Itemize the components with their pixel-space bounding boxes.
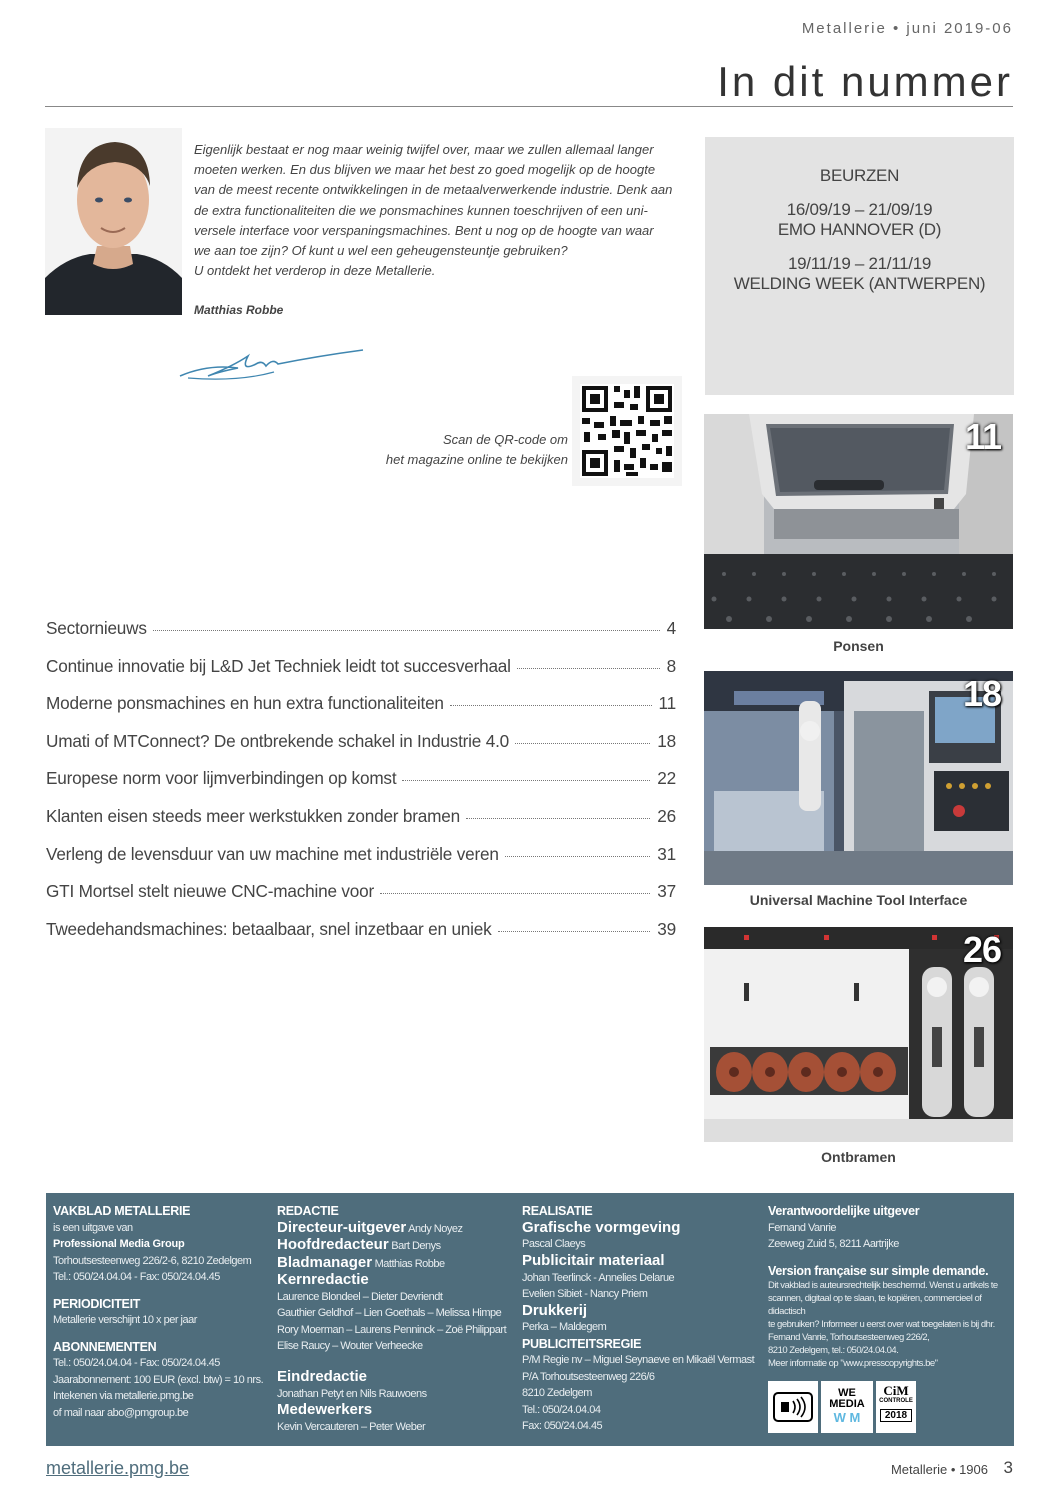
toc-entry[interactable] bbox=[46, 919, 676, 957]
toc-entry-page: 4 bbox=[666, 618, 676, 638]
toc-entry[interactable] bbox=[46, 806, 676, 844]
colophon-line: Fernand Vanrie bbox=[768, 1221, 837, 1234]
colophon-line: Evelien Sibiet - Nancy Priem bbox=[522, 1288, 648, 1301]
editorial-line: van de meest recente ontwikkelingen in de metaalverwerkende industrie. Denk aan bbox=[194, 182, 673, 198]
fairs-title: BEURZEN bbox=[819, 166, 900, 185]
colophon-line: scannen, digitaal op te slaan, te kopiëren, commercieel of didactisch bbox=[768, 1293, 982, 1317]
role-name: Matthias Robbe bbox=[374, 1257, 445, 1270]
cim-logo bbox=[876, 1381, 916, 1433]
toc-entry-title: Verleng de levensduur van uw machine met industriële veren bbox=[46, 843, 499, 864]
colophon-heading: Verantwoordelijke uitgever bbox=[768, 1204, 920, 1218]
logo-mark: W M bbox=[833, 1410, 861, 1425]
role-name: Andy Noyez bbox=[408, 1222, 463, 1235]
colophon-line: Laurence Blondeel – Dieter Devriendt bbox=[277, 1290, 443, 1303]
editorial-line: U ontdekt het verderop in deze Metallerie. bbox=[194, 263, 436, 279]
role-name: Bart Denys bbox=[391, 1240, 441, 1252]
colophon-line: Zeeweg Zuid 5, 8211 Aartrijke bbox=[768, 1238, 899, 1250]
role-label: Medewerkers bbox=[277, 1401, 373, 1419]
colophon-editorial bbox=[277, 1203, 517, 1435]
editorial-line: Eigenlijk bestaat er nog maar weinig twijfel over, maar we zullen allemaal langer bbox=[194, 142, 654, 157]
role-label: Kernredactie bbox=[277, 1271, 369, 1288]
signature-graphic bbox=[178, 342, 368, 387]
editor-portrait bbox=[45, 128, 182, 315]
toc-entry[interactable] bbox=[46, 618, 676, 656]
table-of-contents bbox=[46, 618, 676, 956]
colophon-line: 8210 Zedelgem bbox=[522, 1387, 592, 1400]
toc-leader bbox=[498, 931, 651, 932]
colophon-heading: REDACTIE bbox=[277, 1204, 339, 1218]
editorial-line: moeten werken. En dus blijven we maar het best zo goed mogelijk op de hoogte bbox=[194, 162, 656, 178]
editorial-line: we aan toe zijn? Of kunt u wel een geheugensteuntje gebruiken? bbox=[194, 243, 568, 259]
feature-image-ponsen[interactable] bbox=[704, 414, 1013, 629]
colophon-line: P/A Torhoutsesteenweg 226/6 bbox=[522, 1370, 655, 1383]
colophon-heading: PERIODICITEIT bbox=[53, 1296, 141, 1311]
toc-entry-title: Sectornieuws bbox=[46, 618, 147, 638]
role-label: Drukkerij bbox=[522, 1301, 588, 1319]
toc-entry-title: Continue innovatie bij L&D Jet Techniek leidt tot succesverhaal bbox=[46, 655, 511, 676]
colophon-line: 8210 Zedelgem, tel.: 050/24.04.04. bbox=[768, 1345, 899, 1356]
presscopyrights-logo bbox=[768, 1381, 818, 1433]
toc-entry-title: GTI Mortsel stelt nieuwe CNC-machine voor bbox=[46, 881, 375, 902]
editorial-line: versele interface voor verspaningsmachines. Bent u nog op de hoogte van waar bbox=[194, 222, 654, 238]
toc-entry-title: Europese norm voor lijmverbindingen op komst bbox=[46, 768, 397, 789]
role-label: Bladmanager bbox=[277, 1253, 373, 1271]
logo-text: CiM bbox=[883, 1383, 909, 1398]
toc-entry-page: 8 bbox=[666, 655, 676, 676]
feature-image-umati[interactable] bbox=[704, 671, 1013, 885]
toc-leader bbox=[517, 668, 660, 669]
colophon-line: Perka – Maldegem bbox=[522, 1321, 607, 1334]
toc-leader bbox=[380, 893, 650, 894]
role-label: Hoofdredacteur bbox=[277, 1236, 389, 1253]
toc-leader bbox=[450, 705, 652, 706]
toc-entry-page: 39 bbox=[657, 918, 676, 939]
editorial-text bbox=[194, 140, 689, 281]
footer-issue: Metallerie • 1906 bbox=[890, 1462, 988, 1477]
issue-meta: Metallerie • juni 2019-06 bbox=[801, 20, 1013, 37]
feature-page-number: 11 bbox=[964, 416, 1001, 457]
logo-text: 2018 bbox=[880, 1409, 912, 1422]
toc-entry-page: 18 bbox=[657, 730, 676, 751]
toc-entry-title: Klanten eisen steeds meer werkstukken zonder bramen bbox=[46, 805, 460, 826]
toc-entry-page: 37 bbox=[657, 881, 676, 902]
colophon-line: Fernand Vanrie, Torhoutsesteenweg 226/2, bbox=[768, 1332, 930, 1343]
role-label: Grafische vormgeving bbox=[522, 1218, 681, 1236]
fair-name: WELDING WEEK (ANTWERPEN) bbox=[733, 274, 986, 293]
toc-entry[interactable] bbox=[46, 693, 676, 731]
certification-logos bbox=[768, 1381, 926, 1433]
colophon-responsible bbox=[768, 1203, 1013, 1370]
feature-page-number: 18 bbox=[962, 673, 1001, 714]
toc-entry[interactable] bbox=[46, 844, 676, 882]
fair-dates: 19/11/19 – 21/11/19 bbox=[787, 254, 932, 273]
toc-entry[interactable] bbox=[46, 881, 676, 919]
toc-entry-title: Moderne ponsmachines en hun extra functionaliteiten bbox=[46, 693, 444, 714]
logo-text: WE bbox=[838, 1387, 856, 1399]
logo-text: CONTROLE bbox=[879, 1398, 913, 1404]
we-media-logo bbox=[821, 1381, 873, 1433]
toc-leader bbox=[402, 780, 650, 781]
toc-leader bbox=[466, 818, 650, 819]
fair-dates: 16/09/19 – 21/09/19 bbox=[786, 200, 933, 219]
colophon-heading: REALISATIE bbox=[522, 1204, 593, 1218]
feature-caption: Universal Machine Tool Interface bbox=[749, 892, 968, 908]
colophon-heading: ABONNEMENTEN bbox=[53, 1339, 157, 1354]
colophon-line: Meer informatie op "www.presscopyrights.be" bbox=[768, 1358, 938, 1369]
colophon-line: Intekenen via metallerie.pmg.be bbox=[53, 1390, 194, 1402]
toc-entry[interactable] bbox=[46, 731, 676, 769]
toc-entry-page: 31 bbox=[657, 843, 676, 864]
title-divider bbox=[45, 106, 1013, 107]
colophon-line: Rory Moerman – Laurens Penninck – Zoë Philippart bbox=[277, 1323, 507, 1336]
colophon-line: Johan Teerlinck - Annelies Delarue bbox=[522, 1271, 675, 1284]
toc-entry-title: Umati of MTConnect? De ontbrekende schakel in Industrie 4.0 bbox=[46, 730, 510, 751]
role-label: Directeur-uitgever bbox=[277, 1218, 407, 1236]
toc-entry-title: Tweedehandsmachines: betaalbaar, snel inzetbaar en uniek bbox=[46, 918, 492, 939]
colophon-production bbox=[522, 1203, 762, 1435]
colophon-line: Fax: 050/24.04.45 bbox=[522, 1420, 603, 1433]
toc-entry-page: 11 bbox=[658, 693, 676, 714]
colophon-line: Gauthier Geldhof – Lien Goethals – Melissa Himpe bbox=[277, 1307, 502, 1320]
qr-code[interactable] bbox=[572, 376, 682, 486]
qr-caption-line: Scan de QR-code om bbox=[442, 432, 568, 447]
colophon-line bbox=[277, 1255, 517, 1273]
editorial-author: Matthias Robbe bbox=[194, 303, 284, 317]
colophon-line: Torhoutsesteenweg 226/2-6, 8210 Zedelgem bbox=[53, 1254, 252, 1267]
role-label: Publicitair materiaal bbox=[522, 1251, 665, 1269]
feature-image-ontbramen[interactable] bbox=[704, 927, 1013, 1142]
copyright-scan-icon bbox=[768, 1381, 818, 1433]
colophon-line: Professional Media Group bbox=[53, 1238, 185, 1250]
colophon-heading: PUBLICITEITSREGIE bbox=[522, 1336, 642, 1351]
qr-caption bbox=[300, 430, 568, 470]
colophon-publisher bbox=[53, 1203, 273, 1421]
colophon-line: Jaarabonnement: 100 EUR (excl. btw) = 10 nrs. bbox=[53, 1373, 264, 1386]
colophon-line: Tel.: 050/24.04.04 bbox=[522, 1403, 601, 1416]
colophon-line: te gebruiken? Informeer u eerst over wat toegelaten is bij dhr. bbox=[768, 1319, 995, 1330]
logo-text: MEDIA bbox=[829, 1398, 865, 1410]
role-label: Eindredactie bbox=[277, 1367, 368, 1385]
colophon-line: Dit vakblad is auteursrechtelijk beschermd. Wenst u artikels te bbox=[768, 1280, 998, 1291]
colophon-line: Tel.: 050/24.04.04 - Fax: 050/24.04.45 bbox=[53, 1357, 220, 1369]
toc-leader bbox=[515, 743, 650, 744]
toc-leader bbox=[505, 856, 651, 857]
colophon bbox=[46, 1193, 1014, 1446]
colophon-line: Jonathan Petyt en Nils Rauwoens bbox=[277, 1387, 427, 1400]
colophon-line: Elise Raucy – Wouter Verheecke bbox=[277, 1340, 423, 1353]
page-title: In dit nummer bbox=[717, 58, 1013, 105]
colophon-line bbox=[277, 1237, 517, 1255]
colophon-line: Tel.: 050/24.04.04 - Fax: 050/24.04.45 bbox=[53, 1271, 220, 1283]
feature-caption: Ontbramen bbox=[821, 1149, 896, 1165]
toc-entry[interactable] bbox=[46, 768, 676, 806]
colophon-line: Pascal Claeys bbox=[522, 1238, 586, 1251]
toc-leader bbox=[153, 630, 660, 631]
toc-entry-page: 26 bbox=[657, 805, 676, 826]
colophon-heading: VAKBLAD METALLERIE bbox=[53, 1204, 191, 1218]
toc-entry[interactable] bbox=[46, 656, 676, 694]
toc-entry-page: 22 bbox=[657, 768, 676, 789]
fairs-box bbox=[705, 137, 1014, 395]
colophon-line: Metallerie verschijnt 10 x per jaar bbox=[53, 1314, 197, 1326]
colophon-line: of mail naar abo@pmgroup.be bbox=[53, 1406, 189, 1419]
colophon-line: P/M Regie nv – Miguel Seynaeve en Mikaël Vermast bbox=[522, 1354, 755, 1367]
colophon-line: is een uitgave van bbox=[53, 1221, 133, 1234]
portrait-illustration bbox=[45, 128, 182, 315]
feature-page-number: 26 bbox=[962, 929, 1001, 970]
colophon-heading: Version française sur simple demande. bbox=[768, 1263, 989, 1278]
colophon-line: Kevin Vercauteren – Peter Weber bbox=[277, 1420, 426, 1433]
qr-caption-line: het magazine online te bekijken bbox=[385, 452, 568, 467]
feature-caption: Ponsen bbox=[833, 638, 884, 654]
qr-code-icon bbox=[580, 384, 674, 478]
colophon-line bbox=[277, 1220, 517, 1238]
editorial-line: de extra functionaliteiten die we ponsmachines kunnen toeschrijven of een uni- bbox=[194, 202, 648, 218]
fair-name: EMO HANNOVER (D) bbox=[777, 220, 942, 239]
website-link[interactable]: metallerie.pmg.be bbox=[46, 1458, 190, 1478]
page-number: 3 bbox=[1003, 1458, 1013, 1477]
